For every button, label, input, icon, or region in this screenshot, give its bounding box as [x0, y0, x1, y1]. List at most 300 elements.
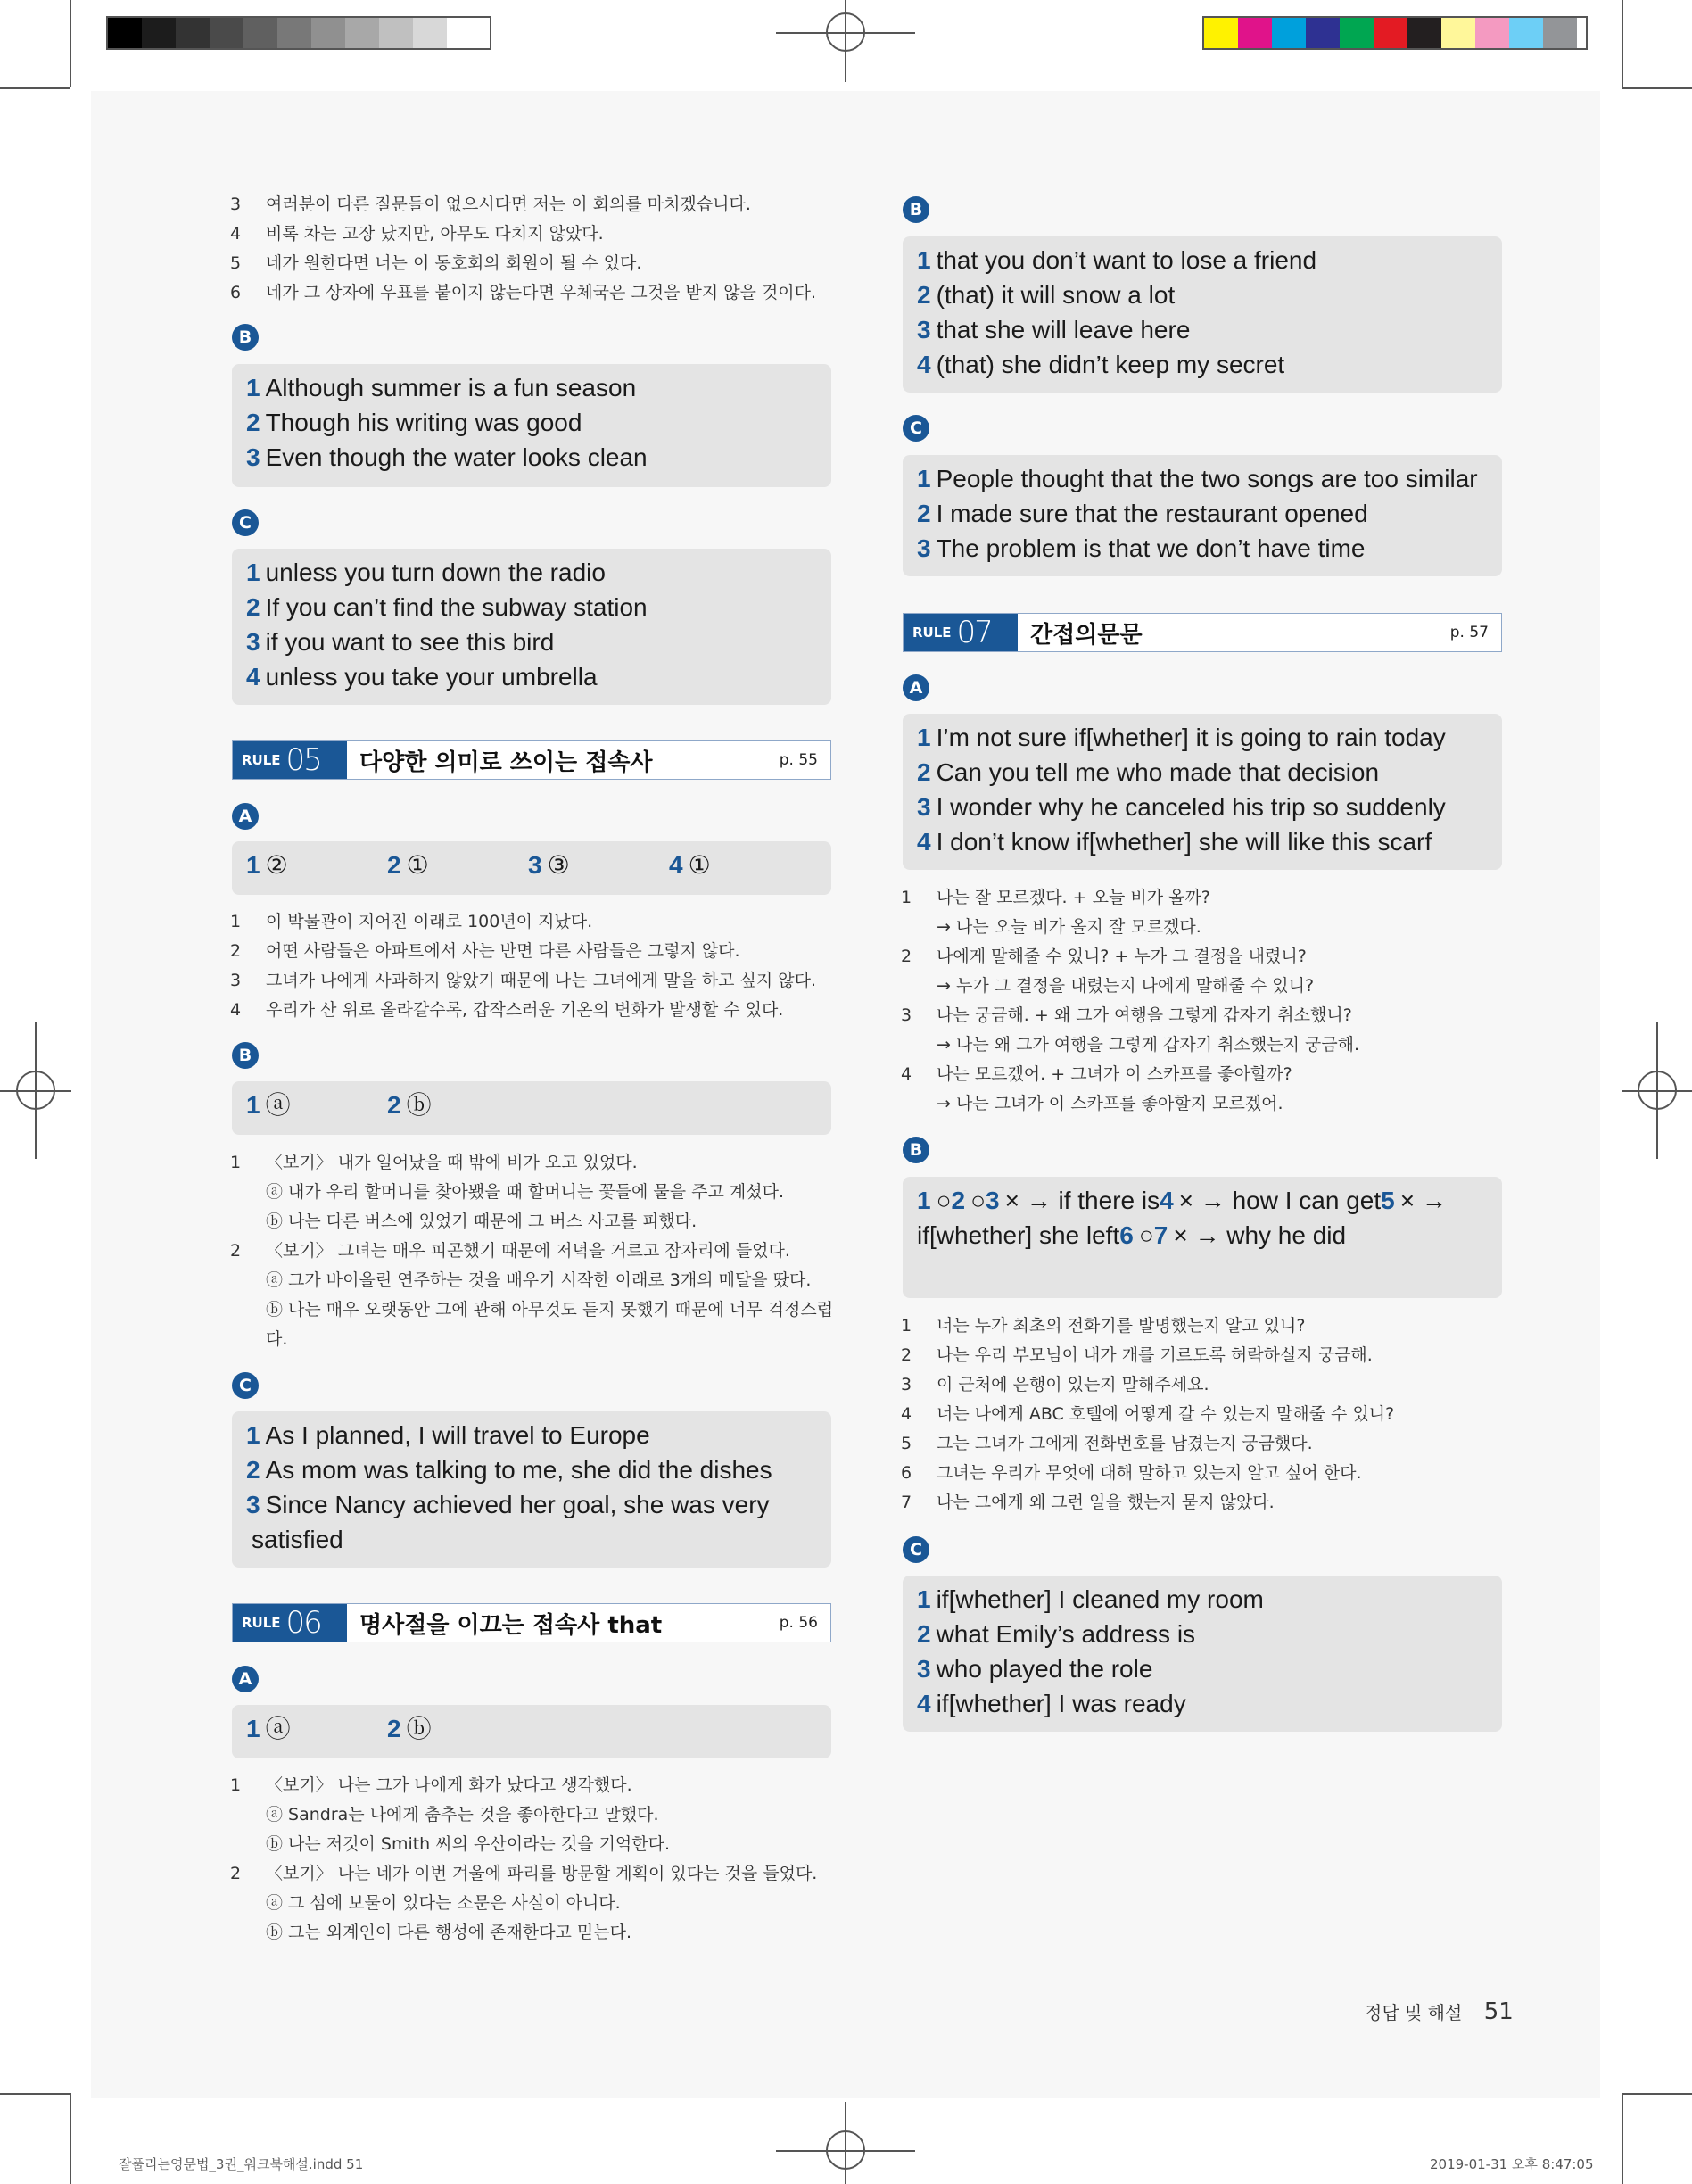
item-number	[230, 1889, 266, 1918]
answer-item	[1160, 1187, 1381, 1214]
item-number: 3	[901, 1375, 912, 1394]
answer-text: I’m not sure if[whether] it is going to rain today	[936, 724, 1446, 751]
crop-mark	[70, 0, 71, 87]
rule-header-06	[232, 1603, 831, 1642]
answer-item	[917, 1651, 1488, 1686]
item-number: 4	[230, 1000, 242, 1020]
page-number: 51	[1483, 1998, 1514, 2025]
item-number	[901, 1030, 937, 1060]
answer-number: 5	[1381, 1187, 1395, 1214]
item-number	[230, 1295, 266, 1325]
item-number: 5	[230, 253, 242, 273]
item-text: 〈보기〉 나는 네가 이번 겨울에 파리를 방문할 계획이 있다는 것을 들었다.	[266, 1864, 818, 1883]
item-text: 나는 궁금해. + 왜 그가 여행을 그렇게 갑자기 취소했니?	[937, 1005, 1352, 1025]
rule-header-07	[903, 613, 1502, 652]
item-number: 2	[901, 1345, 912, 1365]
gray-swatch	[210, 18, 243, 48]
answer-number: 2	[246, 1456, 260, 1484]
color-swatch	[1340, 18, 1374, 48]
answer-box	[903, 1576, 1502, 1732]
answer-item	[246, 1487, 817, 1522]
item-number	[901, 1089, 937, 1119]
page-footer	[1365, 1998, 1514, 2025]
item-number: 6	[901, 1463, 912, 1483]
translation-list	[230, 1771, 837, 1948]
list-item	[230, 1830, 837, 1859]
item-number	[230, 1325, 266, 1354]
answer-text: that she will leave here	[936, 316, 1191, 343]
answer-item	[387, 1088, 528, 1129]
answer-item	[917, 243, 1488, 277]
answer-text: ②	[265, 851, 288, 879]
list-item	[901, 1030, 1507, 1060]
answer-item	[387, 848, 528, 889]
item-text: 너는 나에게 ABC 호텔에 어떻게 갈 수 있는지 말해줄 수 있니?	[937, 1404, 1395, 1424]
answer-number: 1	[246, 1715, 260, 1742]
answer-item	[917, 1187, 952, 1214]
answer-text: ⓑ	[406, 1715, 432, 1742]
answer-text: who played the role	[936, 1655, 1153, 1683]
list-item	[230, 1800, 837, 1830]
list-item	[230, 1771, 837, 1800]
answer-number: 1	[246, 851, 260, 879]
rule-title: 다양한 의미로 쓰이는 접속사	[359, 749, 653, 776]
section-label-b: B	[232, 324, 259, 351]
answer-number: 2	[387, 1091, 401, 1119]
list-item	[901, 1311, 1507, 1341]
item-number: 3	[230, 194, 242, 214]
item-number	[230, 1800, 266, 1830]
item-text: → 나는 왜 그가 여행을 그렇게 갑자기 취소했는지 궁금해.	[937, 1035, 1360, 1055]
answer-text: I wonder why he canceled his trip so suddenly	[936, 793, 1446, 821]
list-item	[901, 942, 1507, 972]
registration-mark	[1656, 1022, 1658, 1159]
color-swatch	[1272, 18, 1306, 48]
answer-text: ⓑ	[406, 1091, 432, 1119]
list-item	[901, 1429, 1507, 1459]
answer-text: ○	[1138, 1221, 1154, 1249]
answer-number: 4	[917, 828, 931, 856]
item-number	[901, 972, 937, 1001]
answer-box	[903, 236, 1502, 393]
answer-item	[246, 1088, 387, 1129]
answer-item	[917, 790, 1488, 824]
list-item	[230, 937, 837, 966]
item-number: 2	[230, 941, 242, 961]
list-item	[901, 1060, 1507, 1089]
answer-box	[903, 1177, 1502, 1298]
answer-number: 3	[917, 1655, 931, 1683]
answer-number: 3	[246, 628, 260, 656]
item-text: 나는 그에게 왜 그런 일을 했는지 묻지 않았다.	[937, 1493, 1275, 1512]
item-text: 우리가 산 위로 올라갈수록, 갑작스러운 기온의 변화가 발생할 수 있다.	[266, 1000, 784, 1020]
answer-number: 2	[917, 500, 931, 527]
list-item	[901, 883, 1507, 913]
section-label-a: A	[232, 1666, 259, 1692]
answer-text: As I planned, I will travel to Europe	[265, 1421, 650, 1449]
item-number: 3	[230, 971, 242, 990]
answer-number: 3	[246, 443, 260, 471]
answer-number: 1	[917, 724, 931, 751]
item-text: 네가 그 상자에 우표를 붙이지 않는다면 우체국은 그것을 받지 않을 것이다.	[266, 283, 817, 302]
answer-item	[917, 824, 1488, 859]
item-text: → 누가 그 결정을 내렸는지 나에게 말해줄 수 있니?	[937, 976, 1315, 996]
list-item	[230, 907, 837, 937]
answer-number: 3	[917, 793, 931, 821]
item-number: 3	[901, 1005, 912, 1025]
item-text: 이 근처에 은행이 있는지 말해주세요.	[937, 1375, 1209, 1394]
item-number: 1	[230, 912, 242, 931]
answer-item	[246, 1452, 817, 1487]
answer-text: I made sure that the restaurant opened	[936, 500, 1368, 527]
crop-mark	[1622, 87, 1692, 89]
answer-text: Since Nancy achieved her goal, she was very	[265, 1491, 770, 1518]
slug-timestamp: 2019-01-31 오후 8:47:05	[1430, 2156, 1594, 2172]
page-reference: p. 55	[779, 751, 818, 769]
answer-number: 4	[917, 351, 931, 378]
answer-text: ⓐ	[265, 1715, 291, 1742]
section-label-b: B	[903, 1137, 929, 1163]
item-number	[230, 1207, 266, 1237]
answer-item	[917, 720, 1488, 755]
list-item	[230, 966, 837, 996]
list-item	[230, 1266, 837, 1295]
answer-number: 2	[387, 1715, 401, 1742]
item-number	[901, 913, 937, 942]
gray-swatch	[447, 18, 481, 48]
answer-text: unless you turn down the radio	[265, 558, 606, 586]
answer-text: if[whether] I cleaned my room	[936, 1585, 1264, 1613]
color-swatch	[1543, 18, 1577, 48]
list-item	[230, 1295, 837, 1325]
answer-text: if[whether] I was ready	[936, 1690, 1186, 1717]
answer-text: Although summer is a fun season	[265, 374, 637, 401]
color-swatch	[1374, 18, 1407, 48]
list-item	[901, 1089, 1507, 1119]
list-item	[230, 1178, 837, 1207]
item-text: 그녀가 나에게 사과하지 않았기 때문에 나는 그녀에게 말을 하고 싶지 않다.	[266, 971, 817, 990]
list-item	[230, 996, 837, 1025]
rule-tag: RULE 05	[233, 741, 347, 779]
answer-item	[669, 848, 810, 889]
answer-item	[917, 347, 1488, 382]
answer-box	[903, 714, 1502, 870]
answer-item	[246, 590, 817, 625]
item-text: 나에게 말해줄 수 있니? + 누가 그 결정을 내렸니?	[937, 947, 1307, 966]
answer-number: 1	[917, 1585, 931, 1613]
rule-header-05	[232, 740, 831, 780]
translation-list	[230, 190, 837, 308]
item-text: 너는 누가 최초의 전화기를 발명했는지 알고 있니?	[937, 1316, 1306, 1336]
crop-mark	[1622, 2093, 1623, 2184]
crop-mark	[1622, 0, 1623, 87]
answer-number: 2	[917, 758, 931, 786]
item-text: 다.	[266, 1329, 288, 1349]
color-swatch	[1509, 18, 1543, 48]
list-item	[901, 1400, 1507, 1429]
answer-number: 2	[951, 1187, 966, 1214]
item-number	[230, 1918, 266, 1948]
answer-item	[246, 1522, 817, 1557]
list-item	[230, 1148, 837, 1178]
answer-number: 4	[246, 663, 260, 691]
process-color-bar	[1202, 16, 1588, 50]
section-label-c: C	[903, 1536, 929, 1563]
item-number: 1	[230, 1153, 242, 1172]
answer-item	[246, 848, 387, 889]
grayscale-color-bar	[106, 16, 491, 50]
rule-title: 명사절을 이끄는 접속사 that	[359, 1611, 663, 1639]
answer-number: 3	[246, 1491, 260, 1518]
answer-number: 1	[246, 558, 260, 586]
answer-item	[917, 755, 1488, 790]
answer-box	[232, 364, 831, 487]
answer-text: Though his writing was good	[265, 409, 582, 436]
answer-box	[232, 1705, 831, 1758]
item-text: 〈보기〉 그녀는 매우 피곤했기 때문에 저녁을 거르고 잠자리에 들었다.	[266, 1241, 790, 1261]
answer-item	[246, 659, 817, 694]
answer-number: 2	[246, 409, 260, 436]
gray-swatch	[413, 18, 447, 48]
answer-text: ①	[688, 851, 711, 879]
item-text: 네가 원한다면 너는 이 동호회의 회원이 될 수 있다.	[266, 253, 642, 273]
color-swatch	[1204, 18, 1238, 48]
answer-text: × → why he did	[1173, 1221, 1347, 1249]
answer-item	[917, 461, 1488, 496]
list-item	[230, 219, 837, 249]
answer-number: 4	[917, 1690, 931, 1717]
list-item	[901, 1370, 1507, 1400]
item-number: 1	[230, 1775, 242, 1795]
crop-mark	[1622, 2093, 1692, 2095]
item-text: ⓐ Sandra는 나에게 춤추는 것을 좋아한다고 말했다.	[266, 1805, 659, 1824]
answer-item	[917, 531, 1488, 566]
gray-swatch	[379, 18, 413, 48]
answer-item	[246, 1711, 387, 1752]
answer-number: 2	[246, 593, 260, 621]
list-item	[901, 1459, 1507, 1488]
item-number	[230, 1266, 266, 1295]
rule-tag: RULE 06	[233, 1604, 347, 1642]
item-text: ⓑ 그는 외계인이 다른 행성에 존재한다고 믿는다.	[266, 1923, 632, 1942]
list-item	[230, 1889, 837, 1918]
section-label-a: A	[232, 803, 259, 830]
answer-number: 2	[917, 281, 931, 309]
answer-box	[903, 455, 1502, 576]
answer-number: 3	[917, 534, 931, 562]
list-item	[230, 1207, 837, 1237]
item-text: 나는 잘 모르겠다. + 오늘 비가 올까?	[937, 888, 1210, 907]
gray-swatch	[243, 18, 277, 48]
footer-section-title: 정답 및 해설	[1365, 2002, 1463, 2023]
answer-number: 2	[917, 1620, 931, 1648]
list-item	[901, 1001, 1507, 1030]
gray-swatch	[277, 18, 311, 48]
answer-text: The problem is that we don’t have time	[936, 534, 1366, 562]
item-text: 〈보기〉 나는 그가 나에게 화가 났다고 생각했다.	[266, 1775, 632, 1795]
item-number: 5	[901, 1434, 912, 1453]
section-label-c: C	[232, 1372, 259, 1399]
answer-text: × → how I can get	[1178, 1187, 1382, 1214]
answer-box	[232, 1411, 831, 1568]
item-number: 4	[901, 1404, 912, 1424]
answer-text: I don’t know if[whether] she will like this scarf	[936, 828, 1432, 856]
item-number	[230, 1830, 266, 1859]
answer-item	[917, 496, 1488, 531]
answer-text: ○	[936, 1187, 952, 1214]
answer-number: 6	[1119, 1221, 1134, 1249]
item-text: → 나는 오늘 비가 올지 잘 모르겠다.	[937, 917, 1201, 937]
color-swatch	[1475, 18, 1509, 48]
answer-number: 3	[986, 1187, 1000, 1214]
answer-text: what Emily’s address is	[936, 1620, 1196, 1648]
item-number: 2	[230, 1241, 242, 1261]
answer-text: Even though the water looks clean	[265, 443, 648, 471]
list-item	[230, 190, 837, 219]
item-text: 나는 우리 부모님이 내가 개를 기르도록 허락하실지 궁금해.	[937, 1345, 1373, 1365]
item-text: ⓐ 내가 우리 할머니를 찾아뵀을 때 할머니는 꽃들에 물을 주고 계셨다.	[266, 1182, 784, 1202]
translation-list	[230, 1148, 837, 1354]
list-item	[230, 249, 837, 278]
gray-swatch	[108, 18, 142, 48]
answer-text: Can you tell me who made that decision	[936, 758, 1380, 786]
item-number: 2	[901, 947, 912, 966]
answer-number: 1	[917, 246, 931, 274]
item-text: 여러분이 다른 질문들이 없으시다면 저는 이 회의를 마치겠습니다.	[266, 194, 751, 214]
translation-list	[901, 1311, 1507, 1518]
translation-list	[901, 883, 1507, 1119]
item-number	[230, 1178, 266, 1207]
answer-text: As mom was talking to me, she did the dishes	[265, 1456, 772, 1484]
rule-title: 간접의문문	[1030, 621, 1143, 649]
crop-mark	[0, 2093, 70, 2095]
section-label-b: B	[232, 1042, 259, 1069]
answer-text: ③	[547, 851, 570, 879]
answer-text: If you can’t find the subway station	[265, 593, 648, 621]
gray-swatch	[142, 18, 176, 48]
answer-text: if you want to see this bird	[265, 628, 555, 656]
answer-item	[387, 1711, 528, 1752]
item-text: 어떤 사람들은 아파트에서 사는 반면 다른 사람들은 그렇지 않다.	[266, 941, 740, 961]
answer-item	[246, 370, 817, 405]
list-item	[901, 913, 1507, 942]
registration-mark	[845, 2102, 846, 2184]
answer-text: (that) it will snow a lot	[936, 281, 1176, 309]
answer-text: unless you take your umbrella	[265, 663, 598, 691]
list-item	[230, 1859, 837, 1889]
crop-mark	[0, 87, 70, 89]
answer-item	[1119, 1221, 1154, 1249]
answer-number: 2	[387, 851, 401, 879]
answer-number: 1	[246, 374, 260, 401]
answer-box	[232, 841, 831, 895]
item-text: ⓑ 나는 저것이 Smith 씨의 우산이라는 것을 기억한다.	[266, 1834, 671, 1854]
gray-swatch	[311, 18, 345, 48]
list-item	[230, 1918, 837, 1948]
answer-number: 1	[917, 1187, 931, 1214]
answer-number: 4	[1160, 1187, 1174, 1214]
item-text: → 나는 그녀가 이 스카프를 좋아할지 모르겠어.	[937, 1094, 1283, 1113]
item-text: ⓑ 나는 매우 오랫동안 그에 관해 아무것도 듣지 못했기 때문에 너무 걱정스럽	[266, 1300, 834, 1320]
answer-item	[986, 1187, 1160, 1214]
list-item	[230, 1325, 837, 1354]
answer-text: ⓐ	[265, 1091, 291, 1119]
section-label-b: B	[903, 196, 929, 223]
item-text: 〈보기〉 내가 일어났을 때 밖에 비가 오고 있었다.	[266, 1153, 638, 1172]
color-swatch	[1238, 18, 1272, 48]
translation-list	[230, 907, 837, 1025]
item-text: 그는 그녀가 그에게 전화번호를 남겼는지 궁금했다.	[937, 1434, 1313, 1453]
rule-tag: RULE 07	[904, 614, 1018, 651]
item-text: 비록 차는 고장 났지만, 아무도 다치지 않았다.	[266, 224, 604, 244]
gray-swatch	[345, 18, 379, 48]
page-reference: p. 56	[779, 1614, 818, 1632]
color-swatch	[1407, 18, 1441, 48]
answer-number: 1	[917, 465, 931, 492]
item-text: 이 박물관이 지어진 이래로 100년이 지났다.	[266, 912, 593, 931]
answer-item	[917, 312, 1488, 347]
answer-item	[917, 1617, 1488, 1651]
item-number: 4	[230, 224, 242, 244]
item-text: ⓐ 그가 바이올린 연주하는 것을 배우기 시작한 이래로 3개의 메달을 땄다.	[266, 1270, 812, 1290]
answer-item	[246, 440, 817, 475]
registration-mark	[35, 1022, 37, 1159]
answer-item	[1154, 1221, 1346, 1249]
item-text: 나는 모르겠어. + 그녀가 이 스카프를 좋아할까?	[937, 1064, 1292, 1084]
answer-text: ○	[970, 1187, 986, 1214]
answer-item	[246, 555, 817, 590]
slug-filename: 잘풀리는영문법_3권_워크북해설.indd 51	[119, 2156, 364, 2172]
list-item	[230, 278, 837, 308]
answer-item	[952, 1187, 986, 1214]
color-swatch	[1306, 18, 1340, 48]
answer-number: 4	[669, 851, 683, 879]
page-reference: p. 57	[1449, 624, 1489, 641]
answer-text: that you don’t want to lose a friend	[936, 246, 1317, 274]
answer-item	[528, 848, 669, 889]
section-label-c: C	[232, 509, 259, 536]
section-label-a: A	[903, 674, 929, 701]
item-text: ⓑ 나는 다른 버스에 있었기 때문에 그 버스 사고를 피했다.	[266, 1212, 697, 1231]
answer-item	[917, 277, 1488, 312]
item-number: 4	[901, 1064, 912, 1084]
answer-number: 3	[528, 851, 542, 879]
answer-item	[246, 625, 817, 659]
list-item	[230, 1237, 837, 1266]
list-item	[901, 1341, 1507, 1370]
answer-item	[917, 1582, 1488, 1617]
crop-mark	[70, 2093, 71, 2184]
item-text: 그녀는 우리가 무엇에 대해 말하고 있는지 알고 싶어 한다.	[937, 1463, 1362, 1483]
item-number: 7	[901, 1493, 912, 1512]
answer-number: 3	[917, 316, 931, 343]
answer-box	[232, 1081, 831, 1135]
item-number: 1	[901, 888, 912, 907]
answer-number: 1	[246, 1091, 260, 1119]
list-item	[901, 1488, 1507, 1518]
answer-item	[246, 405, 817, 440]
answer-box	[232, 549, 831, 705]
registration-mark	[845, 0, 846, 82]
answer-text: × → if there is	[1004, 1187, 1160, 1214]
answer-text: ①	[406, 851, 429, 879]
section-label-c: C	[903, 415, 929, 442]
answer-text: People thought that the two songs are too similar	[936, 465, 1478, 492]
answer-text: (that) she didn’t keep my secret	[936, 351, 1285, 378]
gray-swatch	[176, 18, 210, 48]
answer-item	[246, 1418, 817, 1452]
answer-text: satisfied	[252, 1526, 343, 1553]
